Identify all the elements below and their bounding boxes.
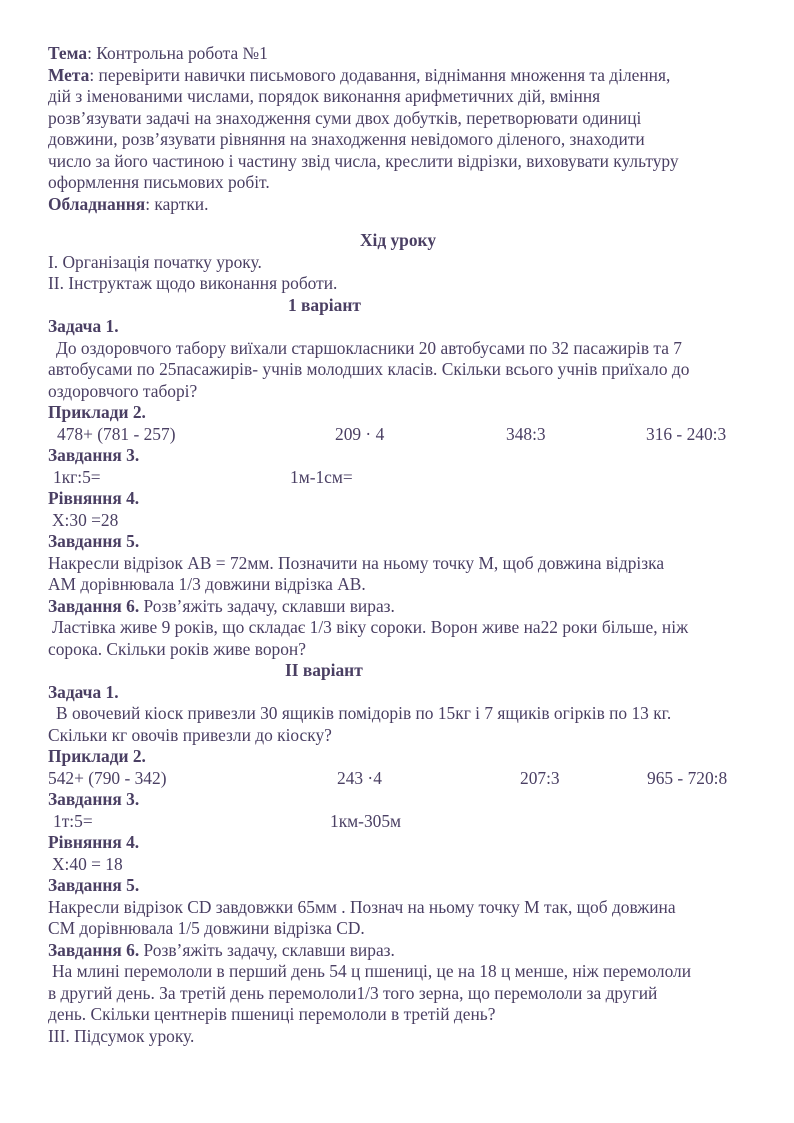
equipment-label: Обладнання — [48, 193, 146, 214]
v1-example-3: 348:3 — [506, 423, 546, 444]
v1-example-2: 209 · 4 — [335, 423, 385, 444]
v2-equation: Х:40 = 18 — [52, 853, 123, 874]
v1-task5-line-1: Накресли відрізок АВ = 72мм. Позначити на ньому точку М, щоб довжина відрізка — [48, 552, 665, 573]
goal-label: Мета — [48, 64, 90, 85]
goal-text-1: : перевірити навички письмового додавання, віднімання множення та ділення, — [89, 64, 671, 85]
v1-examples-row — [48, 424, 748, 446]
v2-example-3: 207:3 — [520, 767, 560, 788]
v1-task1-line-1: До оздоровчого табору виїхали старшокласники 20 автобусами по 32 пасажирів та 7 — [56, 337, 682, 358]
v2-task6-intro: Розв’яжіть задачу, склавши вираз. — [139, 939, 395, 960]
v1-task6-line-2: сорока. Скільки років живе ворон? — [48, 638, 306, 659]
v2-example-1: 542+ (790 - 342) — [48, 767, 167, 788]
v1-task6-label: Завдання 6. — [48, 595, 140, 616]
v2-task6-line-3: день. Скільки центнерів пшениці перемололи в третій день? — [48, 1004, 496, 1024]
goal-line-3: розв’язувати задачі на знаходження суми двох добутків, перетворювати одиниці — [48, 107, 642, 128]
v1-task6-intro: Розв’яжіть задачу, склавши вираз. — [139, 595, 395, 616]
v1-task5-line-2: АМ дорівнювала 1/3 довжини відрізка АВ. — [48, 574, 366, 594]
v1-task1-label: Задача 1. — [48, 316, 119, 336]
v1-task1-line-2: автобусами по 25пасажирів- учнів молодших класів. Скільки всього учнів приїхало до — [48, 359, 690, 379]
v2-task6-label: Завдання 6. — [48, 939, 140, 960]
v2-conversion-1: 1т:5= — [53, 810, 93, 831]
spacer — [48, 215, 748, 230]
v1-example-4: 316 - 240:3 — [646, 423, 727, 444]
lesson-step-2: ІІ. Інструктаж щодо виконання роботи. — [48, 273, 338, 293]
v1-conversions-row — [48, 467, 748, 489]
equipment-text: : картки. — [145, 193, 209, 214]
v2-task6-line-1: На млині перемололи в перший день 54 ц пшениці, це на 18 ц менше, ніж перемололи — [52, 961, 692, 981]
v1-task6-heading — [48, 596, 748, 618]
v2-task6-heading — [48, 940, 748, 962]
topic-colon: : — [87, 43, 97, 63]
v1-conversion-1: 1кг:5= — [53, 466, 101, 487]
v2-task2-label: Приклади 2. — [48, 746, 146, 766]
lesson-heading: Хід уроку — [359, 230, 437, 250]
goal-line-1 — [48, 65, 748, 87]
v1-example-1: 478+ (781 - 257) — [57, 423, 176, 444]
goal-line-5: число за його частиною і частину звід числа, креслити відрізки, виховувати культуру — [48, 150, 679, 171]
topic-text: Контрольна робота №1 — [96, 43, 268, 63]
v1-task2-label: Приклади 2. — [48, 402, 146, 422]
v1-task5-label: Завдання 5. — [48, 531, 140, 551]
v2-task1-label: Задача 1. — [48, 681, 119, 702]
v2-task3-label: Завдання 3. — [48, 789, 140, 809]
v2-conversions-row — [48, 811, 748, 833]
v2-conversion-2: 1км-305м — [330, 810, 402, 831]
topic-line — [48, 43, 748, 65]
v2-task5-label: Завдання 5. — [48, 875, 140, 895]
v2-task5-line-2: СМ дорівнювала 1/5 довжини відрізка СD. — [48, 918, 365, 938]
v2-task5-line-1: Накресли відрізок СD завдовжки 65мм . Познач на ньому точку М так, щоб довжина — [48, 896, 676, 917]
v2-example-4: 965 - 720:8 — [647, 767, 728, 788]
lesson-step-3: ІІІ. Підсумок уроку. — [48, 1025, 195, 1046]
v1-task6-line-1: Ластівка живе 9 років, що складає 1/3 віку сороки. Ворон живе на22 роки більше, ніж — [52, 617, 689, 637]
v2-example-2: 243 ·4 — [337, 767, 382, 788]
v2-task4-label: Рівняння 4. — [48, 832, 140, 852]
v2-task1-line-1: В овочевий кіоск привезли 30 ящиків помідорів по 15кг і 7 ящиків огірків по 13 кг. — [56, 703, 672, 723]
v2-task6-line-2: в другий день. За третій день перемололи1/3 того зерна, що перемололи за другий — [48, 982, 658, 1003]
lesson-step-1: І. Організація початку уроку. — [48, 251, 262, 272]
v1-task3-label: Завдання 3. — [48, 445, 140, 465]
variant-1-title: 1 варіант — [288, 294, 361, 315]
goal-line-4: довжини, розв’язувати рівняння на знаходження невідомого діленого, знаходити — [48, 129, 645, 149]
variant-2-title: ІІ варіант — [285, 660, 363, 680]
goal-line-2: дій з іменованими числами, порядок виконання арифметичних дій, вміння — [48, 86, 601, 106]
v2-examples-row — [48, 768, 748, 790]
equipment-line — [48, 194, 748, 216]
v2-task1-line-2: Скільки кг овочів привезли до кіоску? — [48, 724, 332, 745]
v1-equation: Х:30 =28 — [52, 509, 119, 530]
goal-line-6: оформлення письмових робіт. — [48, 172, 270, 192]
v1-task1-line-3: оздоровчого таборі? — [48, 380, 198, 401]
v1-conversion-2: 1м-1см= — [290, 466, 353, 487]
v1-task4-label: Рівняння 4. — [48, 488, 140, 508]
topic-label: Тема — [48, 43, 88, 63]
document-page — [48, 43, 748, 1047]
